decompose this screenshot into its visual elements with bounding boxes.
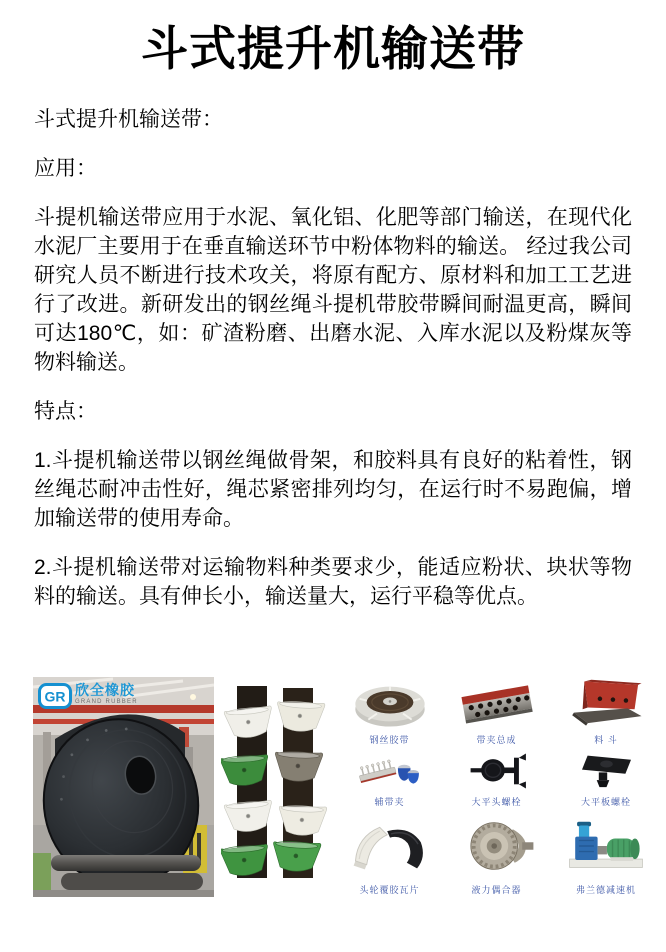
- logo-name-en: GRAND RUBBER: [75, 699, 138, 705]
- pulley-lagging-tiles-icon: [336, 810, 443, 881]
- article-body: [0, 106, 666, 612]
- flat-plate-bolt-icon: [550, 748, 662, 793]
- product-grid: [336, 676, 662, 898]
- grand-rubber-logo: [38, 683, 138, 709]
- page-heading: 斗式提升机输送带: [141, 22, 525, 75]
- product-item: [550, 748, 662, 810]
- product-label: 弗兰德减速机: [575, 885, 636, 895]
- product-label: 带夹总成: [476, 735, 517, 745]
- product-item: [443, 676, 550, 748]
- product-item: [336, 810, 443, 898]
- belt-roll-photo-image: [33, 677, 214, 897]
- aux-belt-clamp-icon: [336, 748, 443, 793]
- flat-head-bolt-icon: [443, 748, 550, 793]
- paragraph-feature-1: 1.斗提机输送带以钢丝绳做骨架，和胶料具有良好的粘着性，钢丝绳芯耐冲击性好，绳芯紧密排列均匀，在运行时不易跑偏，增加输送带的使用寿命。: [34, 448, 632, 530]
- paragraph-application-label: 应用：: [34, 157, 97, 181]
- product-gallery: [0, 674, 666, 914]
- product-item: [443, 748, 550, 810]
- flender-reducer-icon: [550, 810, 662, 881]
- product-item: [336, 748, 443, 810]
- product-item: [550, 810, 662, 898]
- product-item: [550, 676, 662, 748]
- logo-text-block: [75, 683, 138, 705]
- paragraph-intro-label: 斗式提升机输送带：: [34, 108, 223, 132]
- logo-gr-text: GR: [44, 688, 66, 705]
- logo-name-cn: 欣全橡胶: [75, 682, 135, 698]
- product-label: 大平头螺栓: [471, 797, 522, 807]
- gr-logo-icon: [38, 683, 72, 709]
- paragraph-application-text: 斗提机输送带应用于水泥、氧化铝、化肥等部门输送，在现代化水泥厂主要用于在垂直输送环节中粉体物料的输送。 经过我公司研究人员不断进行技术攻关，将原有配方、原材料和加工工艺进行了改进。新研发出的钢丝绳斗提机带胶带瞬间耐温更高，瞬间可达180℃，如：矿渣粉磨、出磨水泥、入库水泥以及粉煤灰等物料输送。: [34, 205, 632, 374]
- product-label: 头轮覆胶瓦片: [359, 885, 420, 895]
- elevator-buckets-photo: [221, 674, 337, 898]
- product-label: 液力偶合器: [471, 885, 522, 895]
- product-label: 钢丝胶带: [369, 735, 410, 745]
- product-item: [443, 810, 550, 898]
- product-label: 料 斗: [594, 735, 618, 745]
- buckets-board-image: [221, 674, 337, 898]
- paragraph-feature-2: 2.斗提机输送带对运输物料种类要求少，能适应粉状、块状等物料的输送。具有伸长小，输送量大，运行平稳等优点。: [34, 555, 632, 608]
- factory-belt-roll-photo: [33, 677, 214, 897]
- paragraph-features-label: 特点：: [34, 399, 97, 423]
- hopper-icon: [550, 676, 662, 731]
- product-item: [336, 676, 443, 748]
- belt-clamp-assembly-icon: [443, 676, 550, 731]
- steel-cord-belt-icon: [336, 676, 443, 731]
- product-label: 辅带夹: [374, 797, 405, 807]
- product-label: 大平板螺栓: [580, 797, 631, 807]
- fluid-coupling-icon: [443, 810, 550, 881]
